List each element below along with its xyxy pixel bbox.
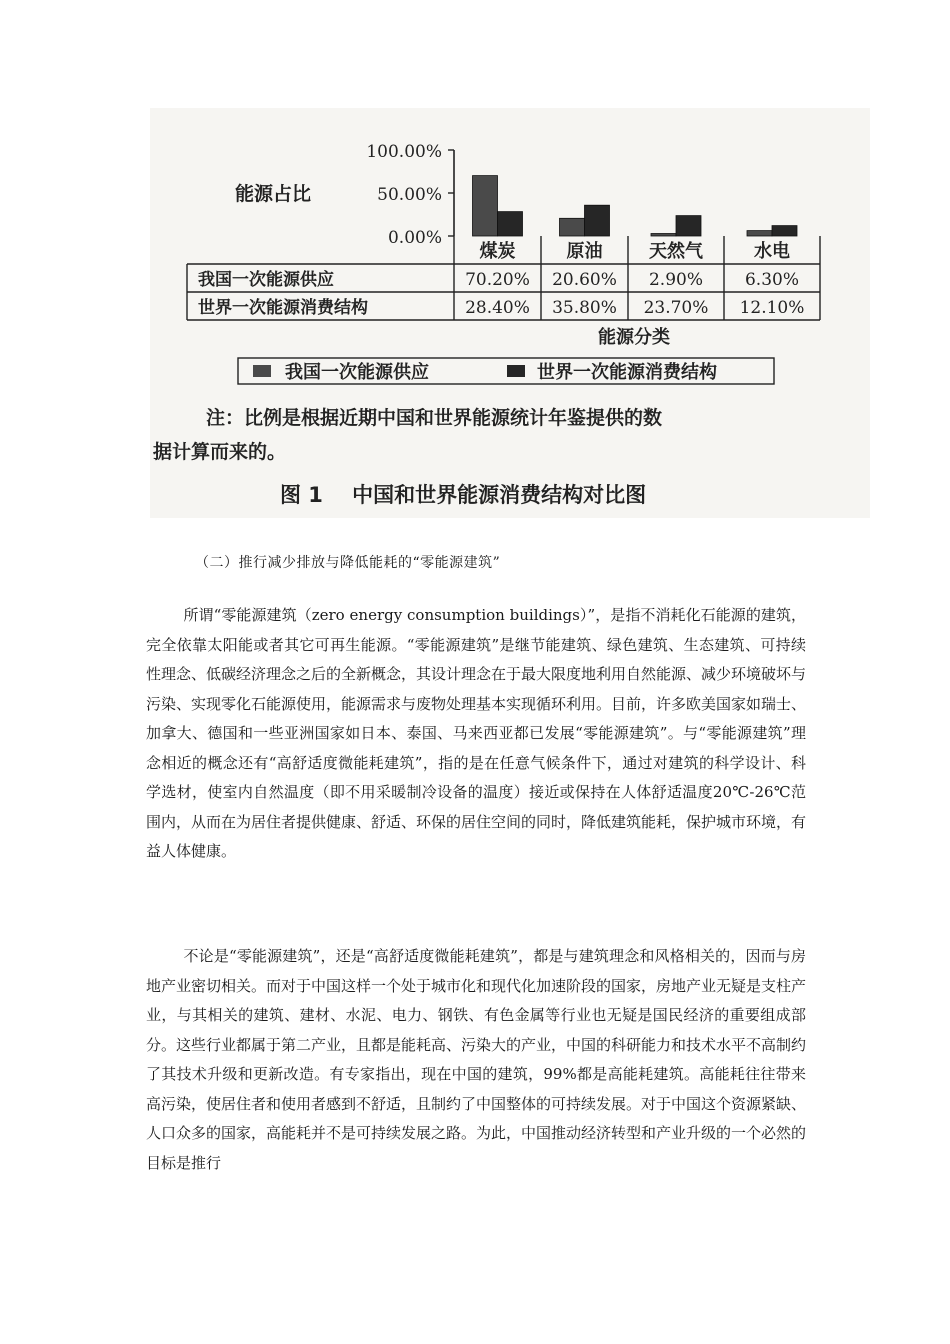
x-axis-label: 能源分类 [598,327,670,348]
data-label: 12.10% [739,298,805,318]
category-label: 原油 [566,241,603,262]
bar-world-3 [772,226,797,236]
data-label: 6.30% [744,270,800,290]
category-label: 煤炭 [479,241,516,262]
energy-structure-chart [150,108,870,518]
data-label: 2.90% [648,270,704,290]
data-label: 23.70% [643,298,709,318]
bar-group [473,176,798,236]
section-heading: （二）推行减少排放与降低能耗的“零能源建筑” [195,555,501,571]
category-label: 水电 [754,241,790,262]
bar-china-1 [560,218,585,236]
data-label: 70.20% [465,270,530,290]
chart-note-line2: 据计算而来的。 [153,441,287,463]
bar-china-3 [747,231,772,236]
body-paragraph: 所谓“零能源建筑（zero energy consumption buildings）”，是指不消耗化石能源的建筑，完全依靠太阳能或者其它可再生能源。“零能源建筑”是继节能建筑、绿色建筑、生态建筑、可持续性理念、低碳经济理念之后的全新概念，其设计理念在于最大限度地利用自然能源、减少环境破坏与污染、实现零化石能源使用，能源需求与废物处理基本实现循环利用。目前，许多欧美国家如瑞士、加拿大、德国和一些亚洲国家如日本、泰国、马来西亚都已发展“零能源建筑”。与“零能源建筑”理念相近的概念还有“高舒适度微能耗建筑”，指的是在任意气候条件下，通过对建筑的科学设计、科学选材，使室内自然温度（即不用采暖制冷设备的温度）接近或保持在人体舒适温度20℃-26℃范围内，从而在为居住者提供健康、舒适、环保的居住空间的同时，降低建筑能耗，保护城市环境，有益人体健康。 [146,606,807,860]
table-row-label: 我国一次能源供应 [198,270,334,290]
legend-swatch-world [507,365,525,377]
legend-label: 我国一次能源供应 [285,362,429,383]
table-row-label: 世界一次能源消费结构 [198,298,368,318]
bar-china-2 [651,234,676,237]
category-label: 天然气 [649,241,703,262]
data-label: 28.40% [465,298,530,318]
bar-world-1 [585,205,610,236]
y-axis-label: 能源占比 [235,183,312,205]
data-label: 20.60% [552,270,617,290]
bar-china-0 [473,176,498,236]
data-label: 35.80% [552,298,617,318]
y-tick-label: 50.00% [377,185,442,205]
body-paragraph: 不论是“零能源建筑”，还是“高舒适度微能耗建筑”，都是与建筑理念和风格相关的，因而与房地产业密切相关。而对于中国这样一个处于城市化和现代化加速阶段的国家，房地产业无疑是支柱产业，与其相关的建筑、建材、水泥、电力、钢铁、有色金属等行业也无疑是国民经济的重要组成部分。这些行业都属于第二产业，且都是能耗高、污染大的产业，中国的科研能力和技术水平不高制约了其技术升级和更新改造。有专家指出，现在中国的建筑，99%都是高能耗建筑。高能耗往往带来高污染，使居住者和使用者感到不舒适，且制约了中国整体的可持续发展。对于中国这个资源紧缺、人口众多的国家，高能耗并不是可持续发展之路。为此，中国推动经济转型和产业升级的一个必然的目标是推行 [146,947,807,1172]
bar-world-2 [676,216,701,236]
legend-label: 世界一次能源消费结构 [537,362,717,383]
bar-world-0 [498,212,523,236]
legend-swatch-china [253,365,271,377]
y-tick-label: 100.00% [366,142,442,162]
figure-caption: 图 1 中国和世界能源消费结构对比图 [280,483,647,507]
chart-note-line1: 注：比例是根据近期中国和世界能源统计年鉴提供的数 [206,407,663,429]
y-tick-label: 0.00% [387,228,442,248]
